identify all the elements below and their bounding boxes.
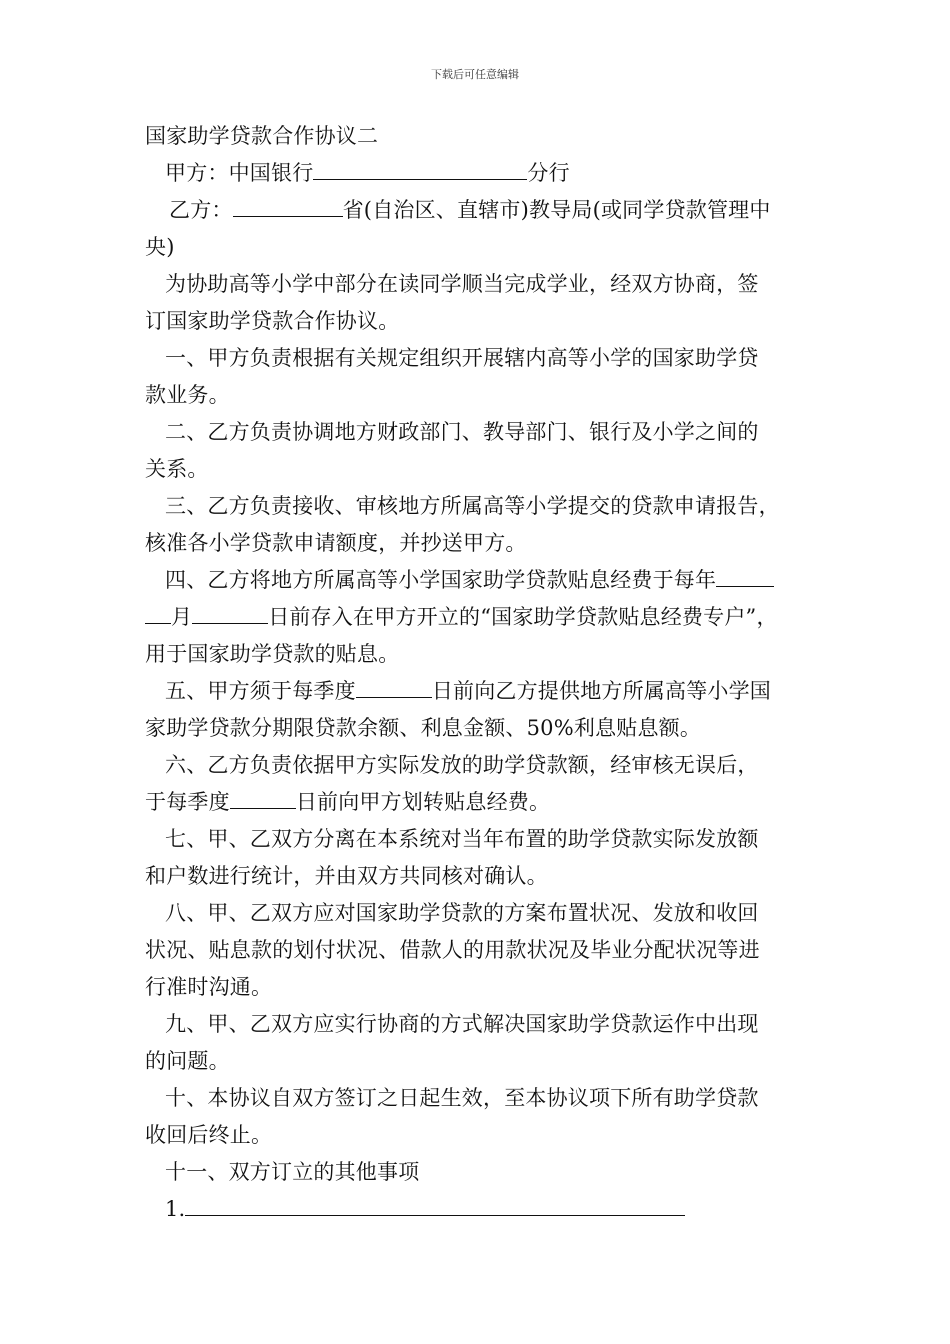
- quarter-day-blank: [356, 675, 432, 698]
- party-a-label: 甲方：中国银行: [165, 161, 314, 185]
- party-b-line: [145, 192, 817, 229]
- intro-line-2: 订国家助学贷款合作协议。: [145, 309, 400, 333]
- party-b-suffix: 省(自治区、直辖市)教导局(或同学贷款管理中: [342, 198, 771, 222]
- clause-5-line-2: 家助学贷款分期限贷款余额、利息金额、50%利息贴息额。: [145, 716, 702, 740]
- clause-4-month: 月: [171, 605, 193, 629]
- document-title: 国家助学贷款合作协议二: [145, 124, 379, 148]
- clause-8-line-3: 行准时沟通。: [145, 975, 273, 999]
- header-note: 下载后可任意编辑: [431, 68, 519, 81]
- clause-3-line-2: 核准各小学贷款申请额度，并抄送甲方。: [145, 531, 527, 555]
- clause-2-line-2: 关系。: [145, 457, 209, 481]
- clause-6-line-2: [145, 784, 817, 821]
- party-b-label: 乙方：: [169, 198, 233, 222]
- clause-1-line-2: 款业务。: [145, 383, 230, 407]
- clause-5-text-2: 日前向乙方提供地方所属高等小学国: [431, 679, 772, 703]
- clause-5-line-1: [145, 673, 817, 710]
- day-blank: [192, 601, 268, 624]
- branch-blank: [313, 157, 527, 180]
- clause-4-text-1: 四、乙方将地方所属高等小学国家助学贷款贴息经费于每年: [165, 568, 717, 592]
- clause-4-line-3: 用于国家助学贷款的贴息。: [145, 642, 400, 666]
- year-blank-continued: [145, 601, 171, 624]
- clause-9-line-2: 的问题。: [145, 1049, 230, 1073]
- clause-10-line-1: 十、本协议自双方签订之日起生效，至本协议项下所有助学贷款: [165, 1086, 759, 1110]
- clause-10-line-2: 收回后终止。: [145, 1123, 273, 1147]
- party-a-suffix: 分行: [527, 161, 570, 185]
- clause-1-line-1: 一、甲方负责根据有关规定组织开展辖内高等小学的国家助学贷: [165, 346, 759, 370]
- clause-9-line-1: 九、甲、乙双方应实行协商的方式解决国家助学贷款运作中出现: [165, 1012, 759, 1036]
- clause-4-line-1: [145, 562, 817, 599]
- clause-8-line-1: 八、甲、乙双方应对国家助学贷款的方案布置状况、发放和收回: [165, 901, 759, 925]
- clause-6-text-2: 日前向甲方划转贴息经费。: [295, 790, 551, 814]
- clause-3-line-1: 三、乙方负责接收、审核地方所属高等小学提交的贷款申请报告，: [165, 494, 780, 518]
- clause-11-heading: 十一、双方订立的其他事项: [165, 1160, 420, 1184]
- item-1-number: 1.: [165, 1197, 186, 1221]
- year-blank: [716, 564, 774, 587]
- clause-7-line-1: 七、甲、乙双方分离在本系统对当年布置的助学贷款实际发放额: [165, 827, 759, 851]
- item-1-blank: [185, 1193, 685, 1216]
- item-1-line: [145, 1191, 817, 1228]
- clause-8-line-2: 状况、贴息款的划付状况、借款人的用款状况及毕业分配状况等进: [145, 938, 760, 962]
- party-b-line-2: 央): [145, 235, 175, 259]
- intro-line-1: 为协助高等小学中部分在读同学顺当完成学业，经双方协商，签: [165, 272, 759, 296]
- clause-5-text-1: 五、甲方须于每季度: [165, 679, 356, 703]
- clause-6-text-1: 于每季度: [145, 790, 230, 814]
- clause-2-line-1: 二、乙方负责协调地方财政部门、教导部门、银行及小学之间的: [165, 420, 759, 444]
- transfer-day-blank: [230, 786, 296, 809]
- clause-7-line-2: 和户数进行统计，并由双方共同核对确认。: [145, 864, 548, 888]
- party-a-line: [145, 155, 817, 192]
- document-body: [145, 118, 817, 1228]
- clause-6-line-1: 六、乙方负责依据甲方实际发放的助学贷款额，经审核无误后，: [165, 753, 759, 777]
- clause-4-line-2: [145, 599, 817, 636]
- clause-4-text-2: 日前存入在甲方开立的“国家助学贷款贴息经费专户”，: [268, 605, 778, 629]
- province-blank: [233, 194, 343, 217]
